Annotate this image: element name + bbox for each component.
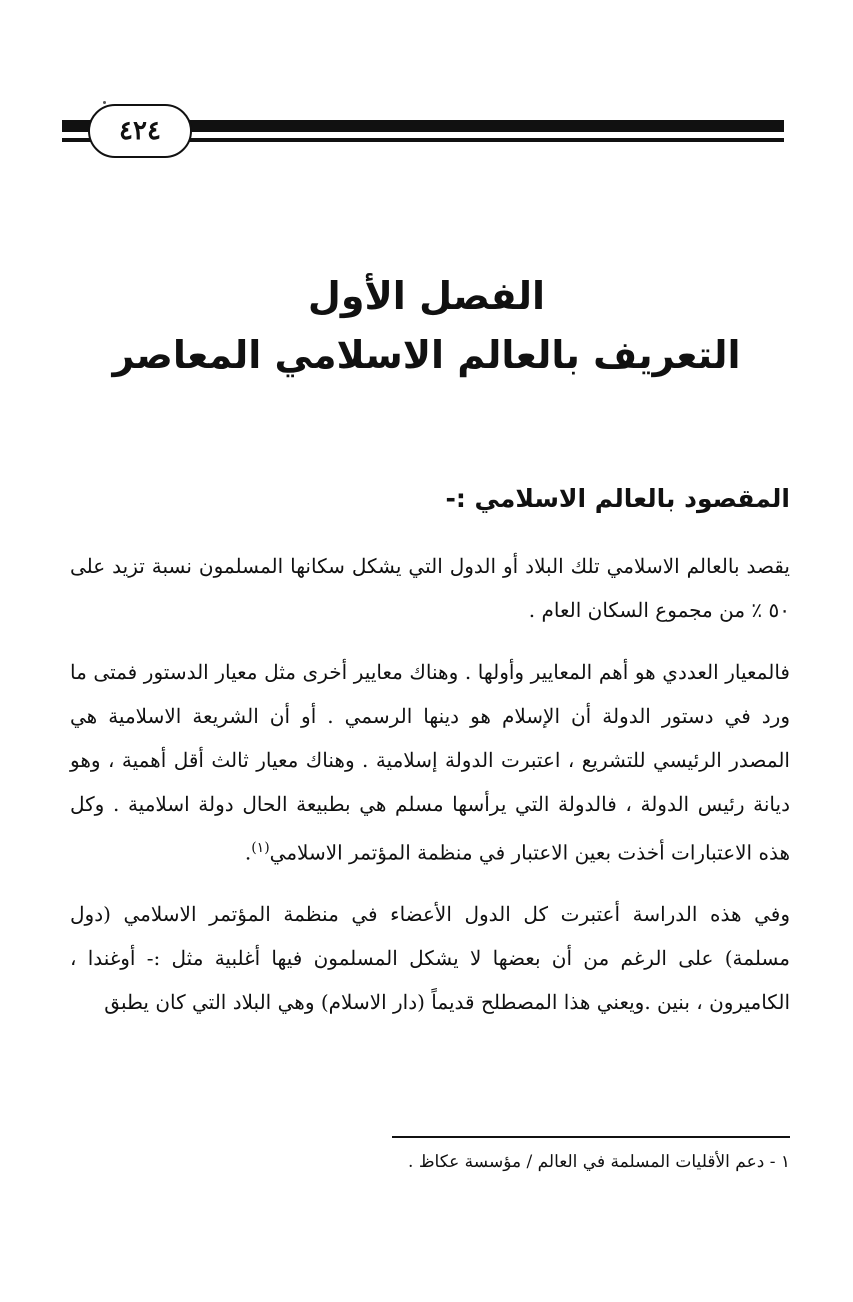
chapter-titles: [60, 270, 793, 382]
page-number: ٤٢٤: [88, 104, 192, 158]
footnote-divider: [392, 1136, 790, 1138]
paragraph-3: وفي هذه الدراسة أعتبرت كل الدول الأعضاء في منظمة المؤتمر الاسلامي (دول مسلمة) على الرغم من أن بعضها لا يشكل المسلمون فيها أغلبية مثل :- أوغندا ، الكاميرون ، بنين .ويعني هذا المصطلح قديماً (دار الاسلام) وهي البلاد التي كان يطبق: [70, 902, 790, 1015]
paragraph-2-end: .: [244, 840, 252, 865]
paragraph-2-text: فالمعيار العددي هو أهم المعايير وأولها . وهناك معايير أخرى مثل معيار الدستور فمتى ما ورد في دستور الدولة أن الإسلام هو دينها الرسمي . أو أن الشريعة الاسلامية هي المصدر الرئيسي للتشريع ، اعتبرت الدولة إسلامية . وهناك معيار ثالث أقل أهمية ، وهو ديانة رئيس الدولة ، فالدولة التي يرأسها مسلم هي بطبيعة الحال دولة اسلامية . وكل هذه الاعتبارات أخذت بعين الاعتبار في منظمة المؤتمر الاسلامي: [70, 659, 790, 865]
footnote-area: [392, 1136, 790, 1172]
page-body: [70, 480, 790, 1042]
section-heading: المقصود بالعالم الاسلامي :-: [445, 484, 790, 513]
footnote-reference[interactable]: (١): [251, 839, 270, 856]
page-header: [62, 104, 784, 160]
chapter-title: الفصل الأول: [307, 274, 546, 318]
paragraph-2: [70, 650, 790, 875]
chapter-subtitle: التعريف بالعالم الاسلامي المعاصر: [112, 333, 741, 378]
footnote-text: ١ - دعم الأقليات المسلمة في العالم / مؤسسة عكاظ .: [408, 1152, 790, 1172]
paragraph-1: يقصد بالعالم الاسلامي تلك البلاد أو الدول التي يشكل سكانها المسلمون نسبة تزيد على ٥٠ ٪ من مجموع السكان العام .: [70, 553, 790, 622]
